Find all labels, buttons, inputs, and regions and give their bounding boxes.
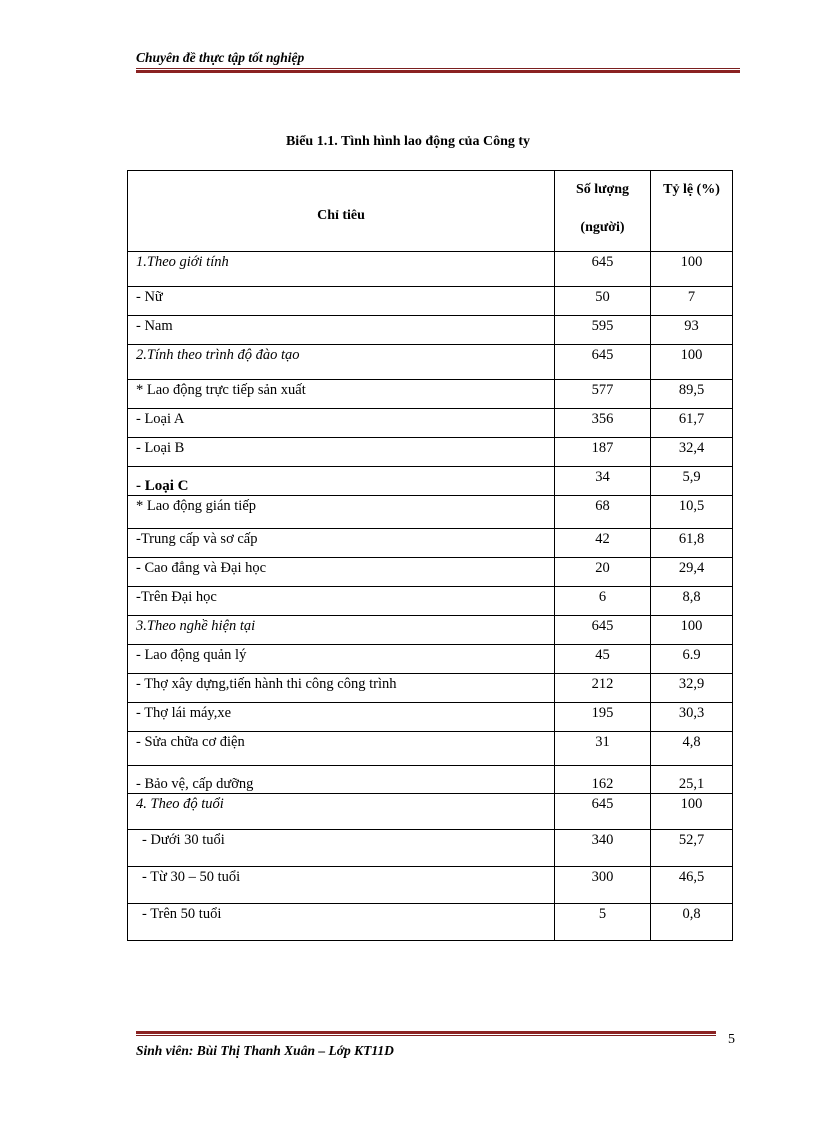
footer-student-info: Sinh viên: Bùi Thị Thanh Xuân – Lớp KT11D xyxy=(136,1043,394,1058)
table-row xyxy=(128,496,733,529)
row-label: - Từ 30 – 50 tuổi xyxy=(128,867,555,904)
row-ratio: 61,7 xyxy=(651,409,733,438)
table-row xyxy=(128,409,733,438)
row-quantity: 6 xyxy=(555,587,651,616)
table-row xyxy=(128,345,733,380)
table-row xyxy=(128,645,733,674)
table-row xyxy=(128,316,733,345)
row-quantity: 577 xyxy=(555,380,651,409)
table-row xyxy=(128,703,733,732)
row-quantity: 31 xyxy=(555,732,651,766)
table-row xyxy=(128,674,733,703)
row-quantity: 595 xyxy=(555,316,651,345)
row-ratio: 5,9 xyxy=(651,467,733,496)
row-label: - Nữ xyxy=(128,287,555,316)
row-ratio: 52,7 xyxy=(651,830,733,867)
row-quantity: 645 xyxy=(555,794,651,830)
row-ratio: 32,9 xyxy=(651,674,733,703)
table-row xyxy=(128,287,733,316)
table-caption: Biểu 1.1. Tình hình lao động của Công ty xyxy=(285,134,531,149)
row-quantity: 42 xyxy=(555,529,651,558)
row-label: - Loại B xyxy=(128,438,555,467)
table-row xyxy=(128,830,733,867)
row-ratio: 100 xyxy=(651,345,733,380)
row-quantity: 187 xyxy=(555,438,651,467)
row-ratio: 100 xyxy=(651,252,733,287)
row-ratio: 0,8 xyxy=(651,904,733,941)
row-ratio: 6.9 xyxy=(651,645,733,674)
row-quantity: 212 xyxy=(555,674,651,703)
row-label: - Lao động quản lý xyxy=(128,645,555,674)
row-quantity: 645 xyxy=(555,345,651,380)
row-quantity: 340 xyxy=(555,830,651,867)
row-ratio: 10,5 xyxy=(651,496,733,529)
row-label: - Bảo vệ, cấp dưỡng xyxy=(128,766,555,794)
table-row xyxy=(128,380,733,409)
row-label: 1.Theo giới tính xyxy=(128,252,555,287)
header-rule xyxy=(136,68,740,73)
table-row xyxy=(128,529,733,558)
row-quantity: 5 xyxy=(555,904,651,941)
table-row xyxy=(128,904,733,941)
row-quantity: 68 xyxy=(555,496,651,529)
column-header-indicator: Chỉ tiêu xyxy=(128,171,555,252)
row-quantity: 356 xyxy=(555,409,651,438)
row-ratio: 29,4 xyxy=(651,558,733,587)
row-label: 3.Theo nghề hiện tại xyxy=(128,616,555,645)
row-label: - Cao đẳng và Đại học xyxy=(128,558,555,587)
row-label: - Sửa chữa cơ điện xyxy=(128,732,555,766)
row-ratio: 25,1 xyxy=(651,766,733,794)
footer-rule xyxy=(136,1031,716,1036)
table-row xyxy=(128,867,733,904)
table-row xyxy=(128,587,733,616)
row-quantity: 20 xyxy=(555,558,651,587)
row-ratio: 8,8 xyxy=(651,587,733,616)
table-row xyxy=(128,252,733,287)
column-header-ratio: Tỷ lệ (%) xyxy=(651,171,733,252)
table-row xyxy=(128,766,733,794)
table-row xyxy=(128,794,733,830)
row-quantity: 645 xyxy=(555,616,651,645)
row-label: - Dưới 30 tuổi xyxy=(128,830,555,867)
row-quantity: 300 xyxy=(555,867,651,904)
table-row xyxy=(128,467,733,496)
table-row xyxy=(128,438,733,467)
row-ratio: 7 xyxy=(651,287,733,316)
row-label: - Loại A xyxy=(128,409,555,438)
row-quantity: 645 xyxy=(555,252,651,287)
row-quantity: 162 xyxy=(555,766,651,794)
table-header-row xyxy=(128,171,733,252)
row-ratio: 4,8 xyxy=(651,732,733,766)
page-number: 5 xyxy=(728,1032,735,1047)
row-label: * Lao động trực tiếp sản xuất xyxy=(128,380,555,409)
table-row xyxy=(128,616,733,645)
row-ratio: 89,5 xyxy=(651,380,733,409)
row-ratio: 46,5 xyxy=(651,867,733,904)
row-label: -Trung cấp và sơ cấp xyxy=(128,529,555,558)
row-ratio: 61,8 xyxy=(651,529,733,558)
row-label: - Trên 50 tuổi xyxy=(128,904,555,941)
row-label: 2.Tính theo trình độ đào tạo xyxy=(128,345,555,380)
row-label: - Nam xyxy=(128,316,555,345)
row-label: - Thợ lái máy,xe xyxy=(128,703,555,732)
row-ratio: 30,3 xyxy=(651,703,733,732)
row-quantity: 50 xyxy=(555,287,651,316)
column-header-quantity: Số lượng (người) xyxy=(555,171,651,252)
row-label: * Lao động gián tiếp xyxy=(128,496,555,529)
table-row xyxy=(128,732,733,766)
row-ratio: 100 xyxy=(651,616,733,645)
row-label: - Loại C xyxy=(128,467,555,496)
row-ratio: 100 xyxy=(651,794,733,830)
header-title: Chuyên đề thực tập tốt nghiệp xyxy=(136,50,305,65)
labor-table xyxy=(127,170,733,941)
row-quantity: 195 xyxy=(555,703,651,732)
row-label: 4. Theo độ tuổi xyxy=(128,794,555,830)
row-label: -Trên Đại học xyxy=(128,587,555,616)
row-quantity: 34 xyxy=(555,467,651,496)
table-row xyxy=(128,558,733,587)
row-label: - Thợ xây dựng,tiến hành thi công công trình xyxy=(128,674,555,703)
row-quantity: 45 xyxy=(555,645,651,674)
row-ratio: 93 xyxy=(651,316,733,345)
row-ratio: 32,4 xyxy=(651,438,733,467)
